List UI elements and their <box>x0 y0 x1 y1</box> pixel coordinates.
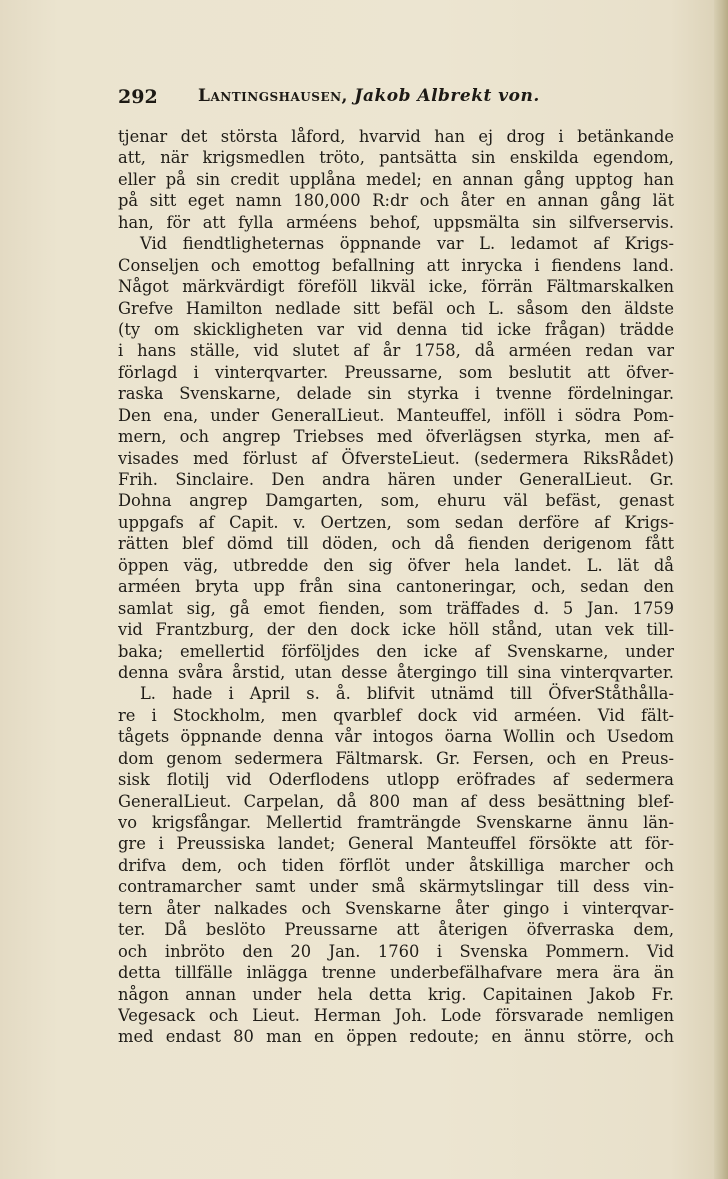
page-edge <box>714 0 728 1179</box>
text-line: Den ena, under GeneralLieut. Manteuffel, inföll i södra Pom- <box>118 405 674 425</box>
text-line: att, när krigsmedlen tröto, pantsätta sin enskilda egendom, <box>118 148 674 168</box>
text-line: Vid fiendtligheternas öppnande var L. ledamot af Krigs- <box>140 234 674 254</box>
text-line: tågets öppnande denna vår intogos öarna Wollin och Usedom <box>118 727 674 747</box>
text-line: eller på sin credit upplåna medel; en annan gång upptog han <box>118 169 674 189</box>
text-line: (ty om skickligheten var vid denna tid icke frågan) trädde <box>118 319 674 339</box>
page-number: 292 <box>118 86 158 108</box>
text-line: Vegesack och Lieut. Herman Joh. Lode försvarade nemligen <box>118 1005 674 1025</box>
text-line: dom genom sedermera Fältmarsk. Gr. Fersen, och en Preus- <box>118 748 674 768</box>
text-line: Något märkvärdigt föreföll likväl icke, förrän Fältmarskalken <box>118 277 674 297</box>
text-line: tern åter nalkades och Svenskarne åter gingo i vinterqvar- <box>118 898 674 918</box>
text-line: Grefve Hamilton nedlade sitt befäl och L. såsom den äldste <box>118 298 674 318</box>
text-line: någon annan under hela detta krig. Capitainen Jakob Fr. <box>118 984 674 1004</box>
text-line: contramarcher samt under små skärmytslingar till dess vin- <box>118 877 674 897</box>
text-line: samlat sig, gå emot fienden, som träffades d. 5 Jan. 1759 <box>118 598 674 618</box>
text-line: visades med förlust af ÖfversteLieut. (sedermera RiksRådet) <box>118 448 674 468</box>
text-line: detta tillfälle inlägga trenne underbefälhafvare mera ära än <box>118 963 674 983</box>
text-line: uppgafs af Capit. v. Oertzen, som sedan derföre af Krigs- <box>118 512 674 532</box>
text-line: re i Stockholm, men qvarblef dock vid arméen. Vid fält- <box>118 705 674 725</box>
text-line: han, för att fylla arméens behof, uppsmälta sin silfverservis. <box>118 212 674 232</box>
text-line: drifva dem, och tiden förflöt under åtskilliga marcher och <box>118 855 674 875</box>
text-line: denna svåra årstid, utan desse återgingo till sina vinterqvarter. <box>118 662 674 682</box>
body-text <box>118 126 674 1048</box>
text-line: på sitt eget namn 180,000 R:dr och åter en annan gång lät <box>118 191 674 211</box>
text-line: tjenar det största låford, hvarvid han ej drog i betänkande <box>118 127 674 146</box>
text-line: mern, och angrep Triebses med öfverlägsen styrka, men af- <box>118 427 674 447</box>
text-line: arméen bryta upp från sina cantoneringar, och, sedan den <box>118 577 674 597</box>
text-line: ter. Då beslöto Preussarne att återigen öfverraska dem, <box>118 920 674 940</box>
page-header <box>118 86 598 114</box>
text-line: L. hade i April s. å. blifvit utnämd till ÖfverStåthålla- <box>140 684 674 704</box>
text-line: sisk flotilj vid Oderflodens utlopp eröfrades af sedermera <box>118 770 674 790</box>
text-line: raska Svenskarne, delade sin styrka i tvenne fördelningar. <box>118 384 674 404</box>
running-head-name: Lantingshausen, <box>198 86 348 106</box>
text-line: Dohna angrep Damgarten, som, ehuru väl befäst, genast <box>118 491 674 511</box>
text-line: GeneralLieut. Carpelan, då 800 man af dess besättning blef- <box>118 791 674 811</box>
text-line: och inbröto den 20 Jan. 1760 i Svenska Pommern. Vid <box>118 941 674 961</box>
text-line: Conseljen och emottog befallning att inrycka i fiendens land. <box>118 255 674 275</box>
running-head-title: Jakob Albrekt von. <box>354 86 540 106</box>
text-line: i hans ställe, vid slutet af år 1758, då arméen redan var <box>118 341 674 361</box>
text-line: vid Frantzburg, der den dock icke höll stånd, utan vek till- <box>118 620 674 640</box>
text-line: förlagd i vinterqvarter. Preussarne, som beslutit att öfver- <box>118 362 674 382</box>
text-line: med endast 80 man en öppen redoute; en ännu större, och <box>118 1027 674 1047</box>
text-line: baka; emellertid förföljdes den icke af Svenskarne, under <box>118 641 674 661</box>
text-line: gre i Preussiska landet; General Manteuffel försökte att för- <box>118 834 674 854</box>
text-line: rätten blef dömd till döden, och då fienden derigenom fått <box>118 534 674 554</box>
running-head <box>198 86 540 106</box>
text-line: Frih. Sinclaire. Den andra hären under GeneralLieut. Gr. <box>118 470 674 489</box>
text-line: öppen väg, utbredde den sig öfver hela landet. L. lät då <box>118 555 674 575</box>
text-line: vo krigsfångar. Mellertid framträngde Svenskarne ännu län- <box>118 813 674 832</box>
